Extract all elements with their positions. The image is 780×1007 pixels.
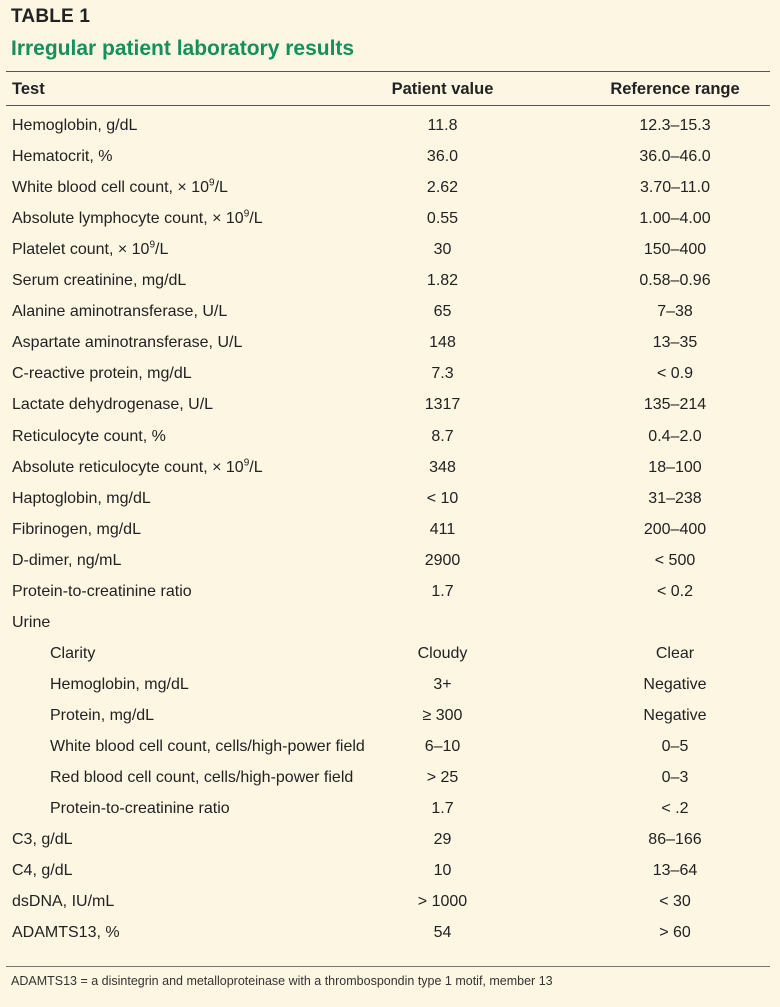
cell-patient-value: 148 (429, 334, 456, 352)
cell-reference-range: < 0.2 (656, 582, 694, 600)
cell-patient-value: 348 (429, 458, 456, 476)
table-row (0, 422, 780, 452)
table-row (0, 111, 780, 141)
cell-patient-value: 65 (433, 303, 452, 321)
cell-patient-value: 0.55 (426, 210, 459, 228)
cell-reference-range: < 30 (659, 893, 691, 911)
cell-patient-value: 11.8 (427, 117, 458, 134)
table-row (0, 142, 780, 172)
cell-reference-range: 150–400 (643, 241, 707, 259)
cell-reference-range: 135–214 (643, 396, 707, 414)
table-row (0, 484, 780, 514)
cell-patient-value: 1.7 (431, 582, 454, 600)
cell-reference-range: 13–35 (652, 334, 698, 352)
cell-patient-value: 3+ (433, 675, 452, 693)
cell-reference-range: Negative (643, 675, 707, 693)
table-row (0, 577, 780, 607)
cell-reference-range: 7–38 (657, 303, 693, 321)
cell-patient-value: 8.7 (431, 427, 454, 445)
cell-patient-value: 36.0 (426, 148, 459, 166)
table-row (0, 856, 780, 886)
cell-test: White blood cell count, cells/high-power field (50, 738, 365, 755)
table-row (0, 732, 780, 762)
cell-patient-value: 411 (429, 520, 456, 538)
cell-reference-range: 200–400 (643, 520, 707, 538)
cell-patient-value: 29 (433, 831, 452, 849)
header-rule (6, 105, 770, 106)
table-row (0, 359, 780, 389)
cell-test: Protein-to-creatinine ratio (50, 800, 230, 818)
cell-test: Protein, mg/dL (50, 706, 155, 724)
cell-test: D-dimer, ng/mL (12, 551, 122, 569)
table-row (0, 701, 780, 731)
cell-test: Clarity (50, 644, 96, 662)
table-row (0, 297, 780, 327)
cell-test: Absolute lymphocyte count, × $10^9/L$ (12, 208, 263, 228)
cell-reference-range: 86–166 (648, 831, 702, 849)
cell-patient-value: 1.7 (431, 800, 454, 818)
cell-test: dsDNA, IU/mL (12, 893, 115, 911)
cell-test: Serum creatinine, mg/dL (12, 272, 187, 290)
cell-reference-range: > 60 (659, 924, 691, 942)
cell-test: White blood cell count, × $10^9/L$ (12, 177, 228, 197)
cell-patient-value: 7.3 (431, 365, 454, 383)
cell-patient-value: > 1000 (417, 893, 468, 911)
cell-patient-value: 30 (433, 241, 452, 259)
cell-patient-value: 2900 (424, 551, 461, 569)
cell-test: Urine (12, 613, 51, 631)
table-row (0, 825, 780, 855)
cell-patient-value: 10 (433, 862, 452, 880)
table-row (0, 173, 780, 203)
cell-reference-range: < 500 (654, 551, 696, 569)
cell-patient-value: 6–10 (424, 738, 461, 755)
cell-reference-range: 0.4–2.0 (648, 427, 702, 445)
cell-test: Hemoglobin, g/dL (12, 117, 138, 134)
cell-test: ADAMTS13, % (12, 924, 120, 942)
cell-reference-range: 31–238 (648, 489, 702, 507)
bottom-rule (6, 966, 770, 967)
cell-reference-range: 36.0–46.0 (639, 148, 711, 166)
table-row (0, 794, 780, 824)
cell-test: Hematocrit, % (12, 148, 113, 166)
cell-reference-range: 3.70–11.0 (640, 179, 710, 197)
table-row (0, 608, 780, 638)
cell-reference-range: 12.3–15.3 (639, 117, 711, 134)
cell-patient-value: 1317 (424, 396, 461, 414)
table-row (0, 639, 780, 669)
cell-test: Red blood cell count, cells/high-power field (50, 769, 354, 787)
footnote: ADAMTS13 = a disintegrin and metalloproteinase with a thrombospondin type 1 motif, member 13 (11, 974, 553, 988)
cell-reference-range: 0–3 (661, 769, 689, 787)
cell-reference-range: < 0.9 (656, 365, 694, 383)
cell-reference-range: 0.58–0.96 (639, 272, 711, 290)
cell-reference-range: Negative (643, 706, 707, 724)
cell-reference-range: 1.00–4.00 (639, 210, 711, 228)
cell-test: C4, g/dL (12, 862, 73, 880)
table-row (0, 266, 780, 296)
cell-test: Aspartate aminotransferase, U/L (12, 334, 243, 352)
cell-test: Protein-to-creatinine ratio (12, 582, 192, 600)
table-row (0, 918, 780, 948)
cell-test: Fibrinogen, mg/dL (12, 520, 141, 538)
cell-patient-value: < 10 (426, 489, 459, 507)
table-row (0, 546, 780, 576)
cell-test: Platelet count, × $10^9/L$ (12, 239, 169, 259)
cell-test: Hemoglobin, mg/dL (50, 675, 189, 693)
cell-patient-value: 2.62 (426, 179, 459, 197)
table-row (0, 204, 780, 234)
column-header-reference-range: Reference range (610, 80, 740, 98)
column-header-test: Test (12, 80, 45, 98)
table-row (0, 887, 780, 917)
cell-patient-value: Cloudy (417, 644, 468, 662)
cell-test: Alanine aminotransferase, U/L (12, 303, 228, 321)
table-row (0, 763, 780, 793)
cell-reference-range: 13–64 (652, 862, 698, 880)
table-label: TABLE 1 (11, 6, 91, 27)
column-header-patient-value: Patient value (391, 80, 494, 98)
cell-test: C-reactive protein, mg/dL (12, 365, 192, 383)
cell-patient-value: 1.82 (426, 272, 459, 290)
cell-patient-value: 54 (433, 924, 452, 942)
table-title: Irregular patient laboratory results (11, 37, 355, 60)
cell-test: Haptoglobin, mg/dL (12, 489, 151, 507)
cell-test: Lactate dehydrogenase, U/L (12, 396, 214, 414)
table-row (0, 453, 780, 483)
cell-test: C3, g/dL (12, 831, 73, 849)
table-row (0, 235, 780, 265)
table-row (0, 670, 780, 700)
cell-reference-range: 0–5 (661, 738, 689, 755)
table-row (0, 390, 780, 420)
table-header-row (0, 74, 780, 104)
cell-test: Reticulocyte count, % (12, 427, 166, 445)
cell-reference-range: < .2 (661, 800, 689, 818)
table-row (0, 515, 780, 545)
table-row (0, 328, 780, 358)
cell-test: Absolute reticulocyte count, × $10^9/L$ (12, 457, 263, 476)
top-rule (6, 71, 770, 72)
cell-patient-value: ≥ 300 (422, 706, 463, 724)
cell-reference-range: 18–100 (648, 458, 702, 476)
cell-reference-range: Clear (655, 644, 695, 662)
cell-patient-value: > 25 (426, 769, 459, 787)
